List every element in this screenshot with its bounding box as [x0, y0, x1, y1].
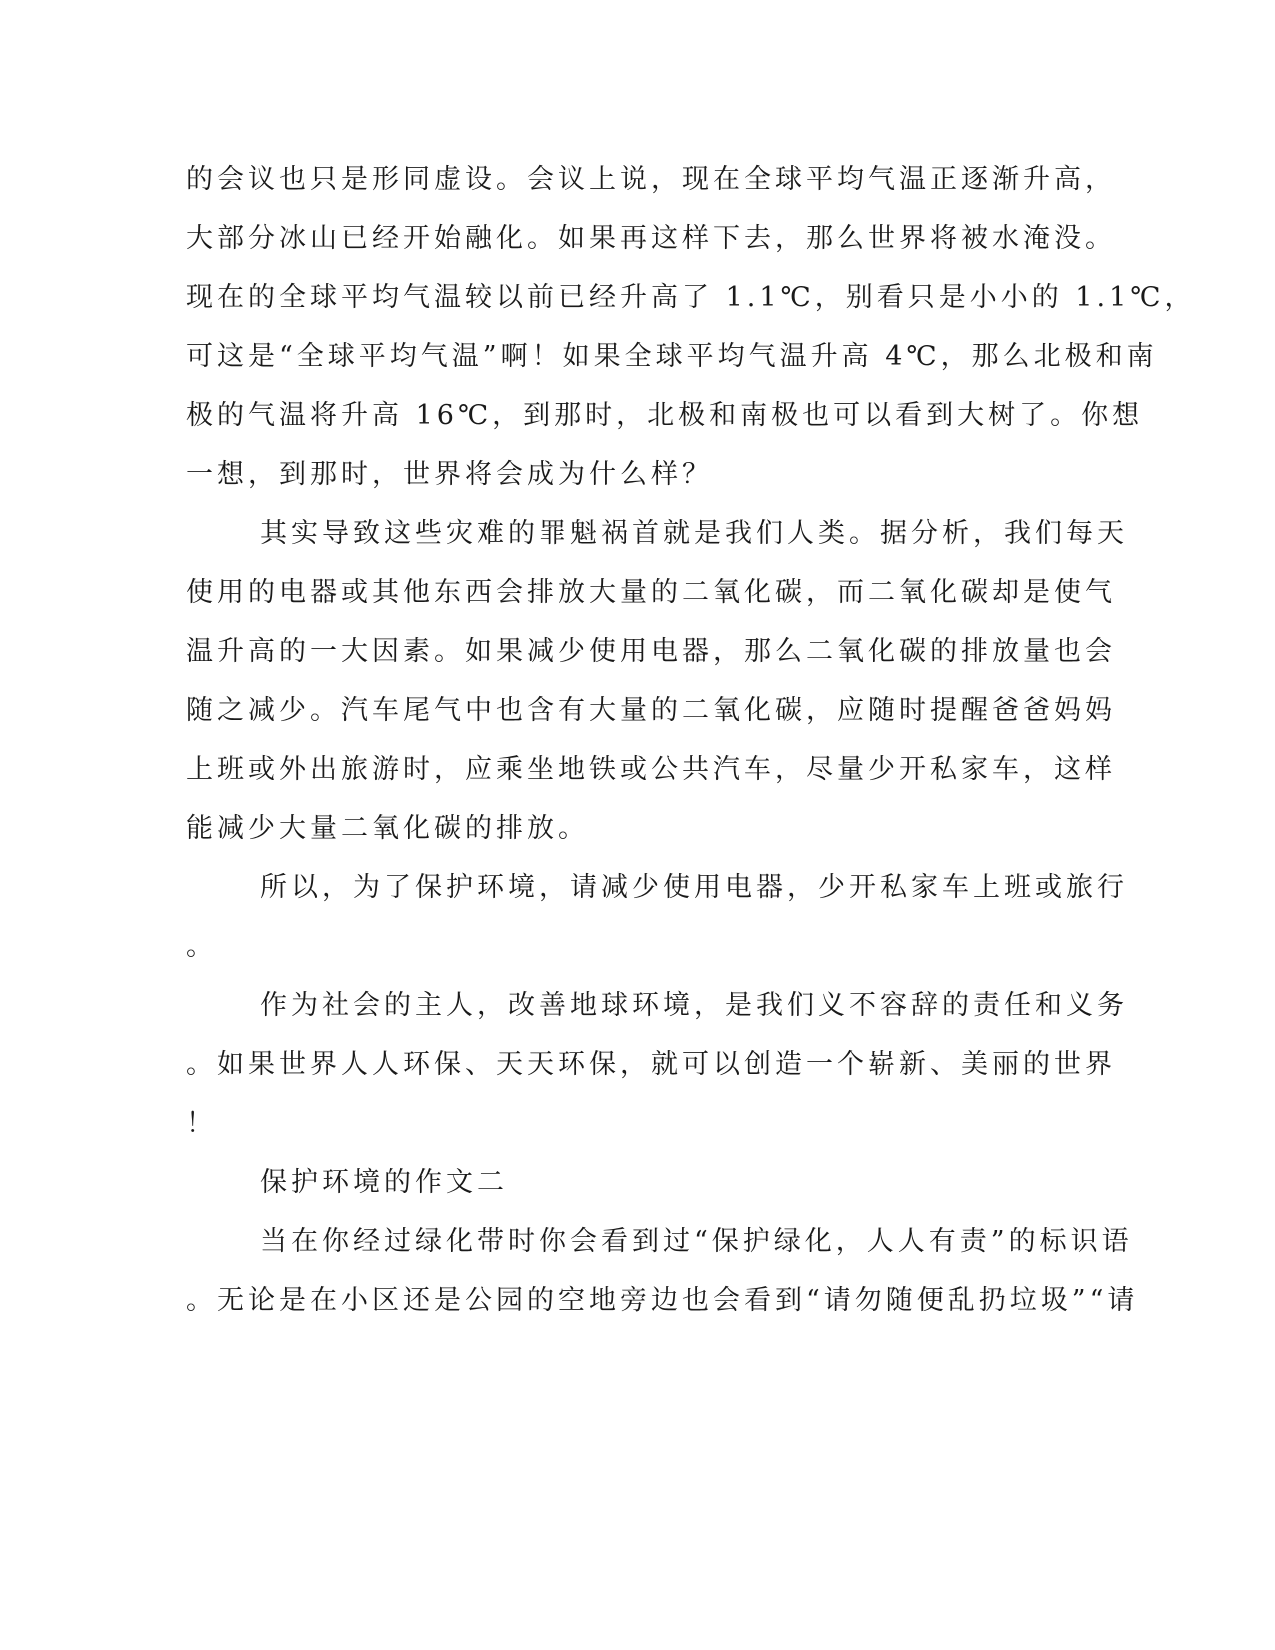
- text-line: 上班或外出旅游时，应乘坐地铁或公共汽车，尽量少开私家车，这样: [186, 754, 1116, 785]
- text-line: 使用的电器或其他东西会排放大量的二氧化碳，而二氧化碳却是使气: [186, 577, 1116, 608]
- paragraph-first-line: 作为社会的主人，改善地球环境，是我们义不容辞的责任和义务: [260, 990, 1128, 1021]
- text-line: 现在的全球平均气温较以前已经升高了 1.1℃，别看只是小小的 1.1℃，: [186, 282, 1196, 313]
- paragraph-first-line: 当在你经过绿化带时你会看到过“保护绿化，人人有责”的标识语: [260, 1226, 1133, 1257]
- text-line: 能减少大量二氧化碳的排放。: [186, 813, 589, 844]
- text-line: 。: [186, 931, 217, 962]
- text-line: 极的气温将升高 16℃，到那时，北极和南极也可以看到大树了。你想: [186, 400, 1144, 431]
- text-line: 温升高的一大因素。如果减少使用电器，那么二氧化碳的排放量也会: [186, 636, 1116, 667]
- section-heading: 保护环境的作文二: [260, 1167, 508, 1198]
- text-line: 可这是“全球平均气温”啊！如果全球平均气温升高 4℃，那么北极和南: [186, 341, 1158, 372]
- text-line: 。无论是在小区还是公园的空地旁边也会看到“请勿随便乱扔垃圾”“请: [186, 1285, 1139, 1316]
- text-line: 大部分冰山已经开始融化。如果再这样下去，那么世界将被水淹没。: [186, 223, 1116, 254]
- text-line: 的会议也只是形同虚设。会议上说，现在全球平均气温正逐渐升高，: [186, 164, 1116, 195]
- text-line: 随之减少。汽车尾气中也含有大量的二氧化碳，应随时提醒爸爸妈妈: [186, 695, 1116, 726]
- text-line: 一想，到那时，世界将会成为什么样？: [186, 459, 713, 490]
- paragraph-first-line: 所以，为了保护环境，请减少使用电器，少开私家车上班或旅行: [260, 872, 1128, 903]
- text-line: ！: [186, 1108, 217, 1139]
- paragraph-first-line: 其实导致这些灾难的罪魁祸首就是我们人类。据分析，我们每天: [260, 518, 1128, 549]
- text-line: 。如果世界人人环保、天天环保，就可以创造一个崭新、美丽的世界: [186, 1049, 1116, 1080]
